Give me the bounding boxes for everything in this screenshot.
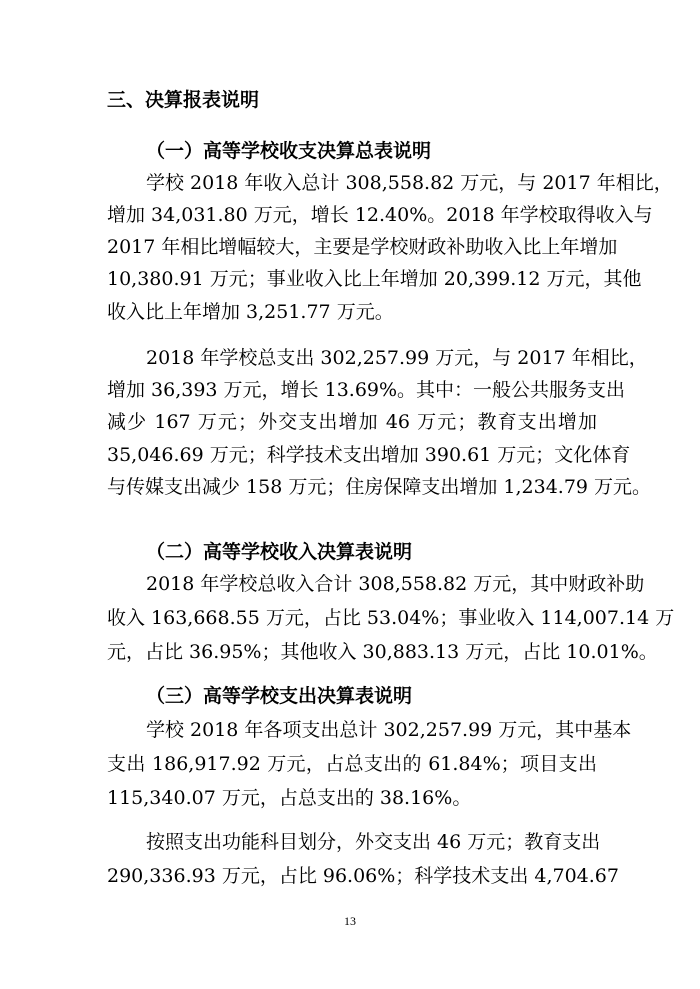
paragraph-line: 按照支出功能科目划分，外交支出 46 万元；教育支出 [146,831,601,853]
subsection-title-2: （二）高等学校收入决算表说明 [146,541,413,563]
paragraph-line: 2018 年学校总支出 302,257.99 万元，与 2017 年相比， [146,347,648,369]
paragraph-line: 290,336.93 万元，占比 96.06%；科学技术支出 4,704.67 [107,865,619,887]
subsection-title-1: （一）高等学校收支决算总表说明 [146,140,432,162]
paragraph-line: 学校 2018 年各项支出总计 302,257.99 万元，其中基本 [146,719,632,741]
paragraph-line: 增加 34,031.80 万元，增长 12.40%。2018 年学校取得收入与 [107,204,653,226]
section-title: 三、决算报表说明 [107,89,260,111]
paragraph-line: 2017 年相比增幅较大，主要是学校财政补助收入比上年增加 [107,236,618,258]
paragraph-line: 2018 年学校总收入合计 308,558.82 万元，其中财政补助 [146,573,645,595]
paragraph-line: 收入比上年增加 3,251.77 万元。 [107,301,394,323]
paragraph-line: 元，占比 36.95%；其他收入 30,883.13 万元，占比 10.01%。 [107,641,658,663]
paragraph-line: 10,380.91 万元；事业收入比上年增加 20,399.12 万元，其他 [107,268,642,290]
paragraph-line: 35,046.69 万元；科学技术支出增加 390.61 万元；文化体育 [107,444,631,466]
paragraph-line: 与传媒支出减少 158 万元；住房保障支出增加 1,234.79 万元。 [107,476,652,498]
paragraph-line: 学校 2018 年收入总计 308,558.82 万元，与 2017 年相比， [146,172,673,194]
page-number: 13 [344,914,356,928]
subsection-title-3: （三）高等学校支出决算表说明 [146,685,413,707]
paragraph-line: 115,340.07 万元，占总支出的 38.16%。 [107,787,472,809]
paragraph-line: 收入 163,668.55 万元，占比 53.04%；事业收入 114,007.14 万 [107,607,675,629]
paragraph-line: 增加 36,393 万元，增长 13.69%。其中：一般公共服务支出 [107,379,626,401]
paragraph-line: 支出 186,917.92 万元，占总支出的 61.84%；项目支出 [107,753,597,775]
paragraph-line: 减少 167 万元；外交支出增加 46 万元；教育支出增加 [107,411,597,433]
